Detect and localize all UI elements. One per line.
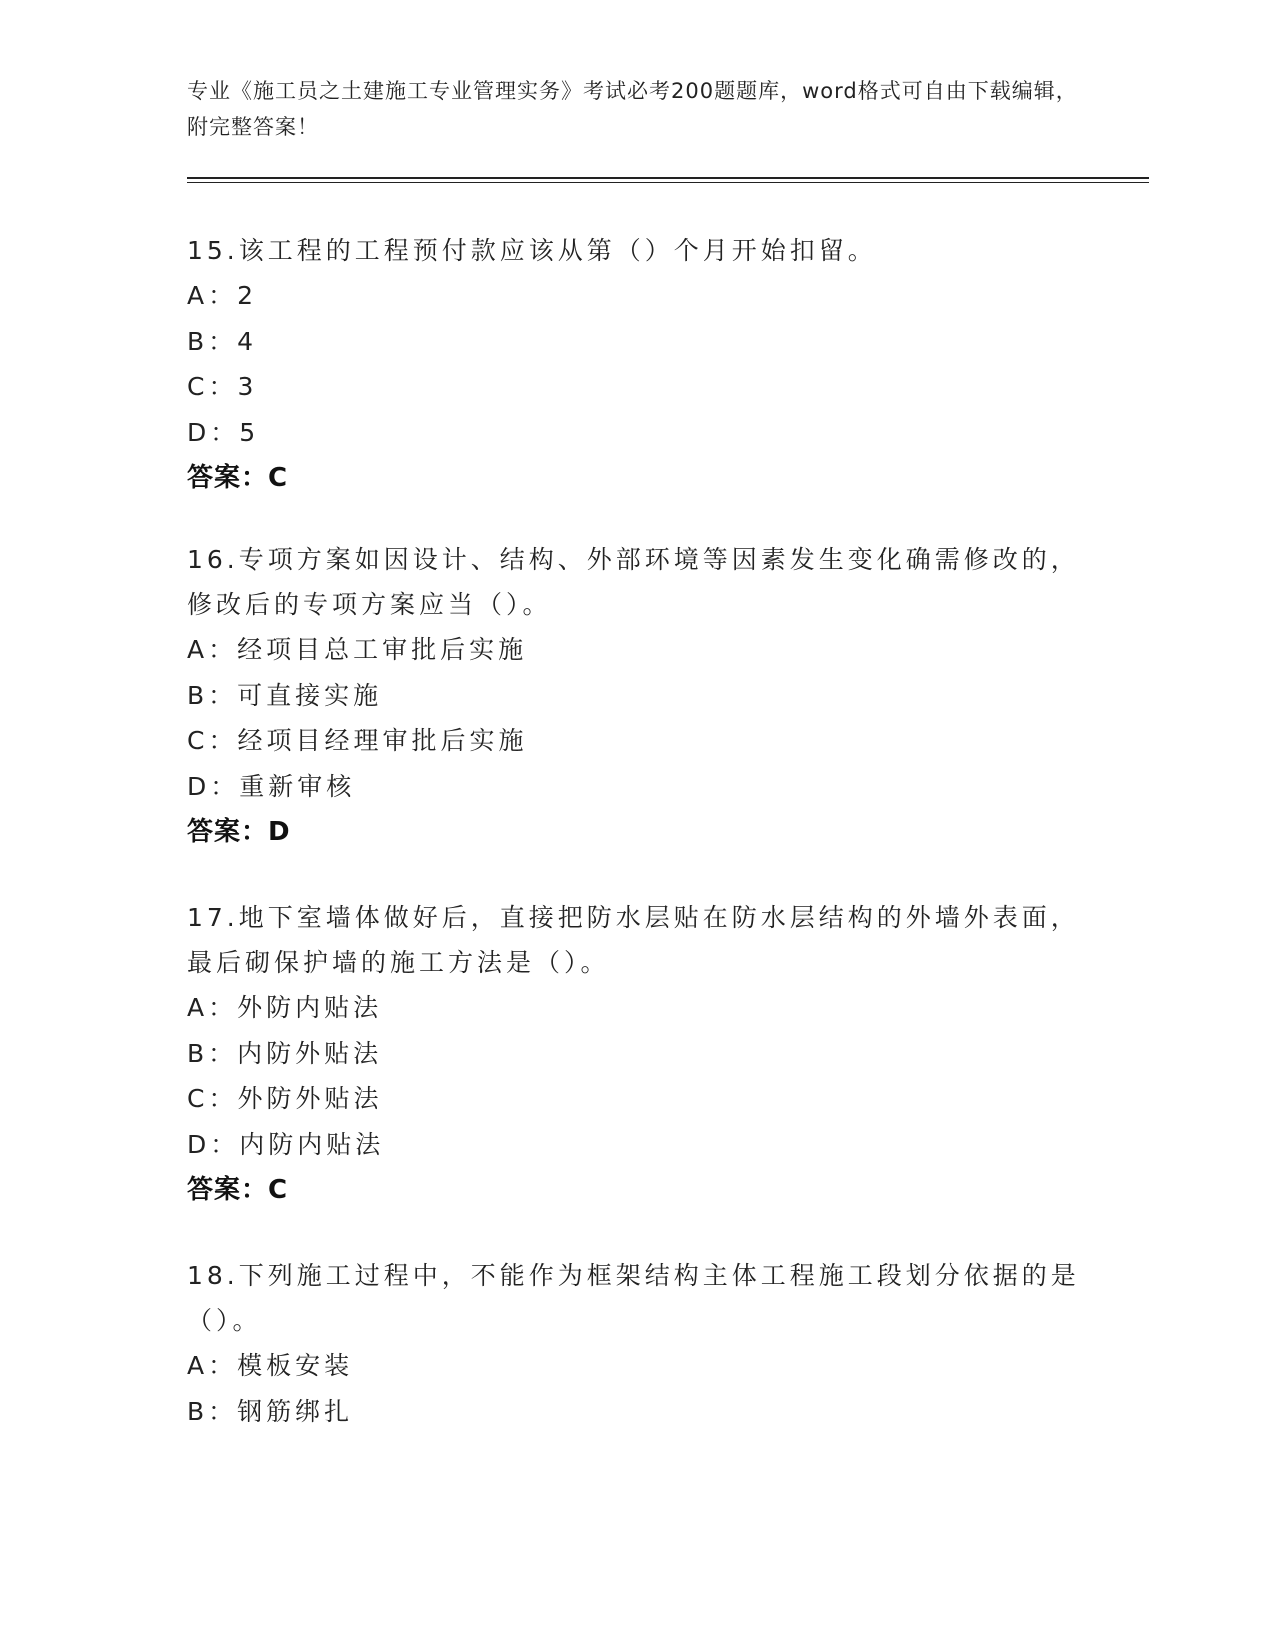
option-text: 内防内贴法: [239, 1129, 385, 1159]
answer-label: 答案：: [187, 1175, 269, 1206]
option-d: [187, 764, 1087, 810]
option-c: [187, 364, 1087, 410]
question-16: [187, 537, 1087, 855]
question-15: [187, 228, 1087, 501]
option-b: [187, 319, 1087, 365]
option-text: 5: [239, 417, 260, 447]
option-key: D：: [187, 417, 240, 447]
option-a: [187, 273, 1087, 319]
option-list: [187, 1343, 1087, 1434]
question-text: 16.专项方案如因设计、结构、外部环境等因素发生变化确需修改的，修改后的专项方案应当（）。: [187, 545, 1080, 619]
option-text: 3: [237, 372, 258, 402]
answer-value: C: [268, 1175, 289, 1206]
option-b: [187, 673, 1087, 719]
answer-line: [187, 455, 1087, 501]
option-key: D：: [187, 1129, 240, 1159]
question-text: 17.地下室墙体做好后，直接把防水层贴在防水层结构的外墙外表面，最后砌保护墙的施工方法是（）。: [187, 903, 1080, 977]
answer-line: [187, 1167, 1087, 1213]
option-list: [187, 985, 1087, 1167]
answer-label: 答案：: [187, 817, 269, 848]
answer-label: 答案：: [187, 463, 269, 494]
answer-value: D: [268, 817, 291, 848]
answer-line: [187, 809, 1087, 855]
option-list: [187, 273, 1087, 455]
question-17: [187, 895, 1087, 1213]
question-18: [187, 1253, 1087, 1434]
option-text: 钢筋绑扎: [237, 1396, 354, 1426]
option-a: [187, 985, 1087, 1031]
option-text: 可直接实施: [237, 680, 383, 710]
answer-value: C: [268, 463, 289, 494]
option-key: D：: [187, 771, 240, 801]
question-text: 15.该工程的工程预付款应该从第（）个月开始扣留。: [187, 236, 877, 265]
option-key: B：: [187, 680, 238, 710]
option-key: A：: [187, 281, 238, 310]
option-text: 外防外贴法: [237, 1084, 383, 1114]
option-c: [187, 718, 1087, 764]
option-text: 4: [237, 326, 258, 356]
option-text: 2: [237, 281, 258, 310]
document-header: 专业《施工员之土建施工专业管理实务》考试必考200题题库，word格式可自由下载编辑，附完整答案！: [187, 79, 1078, 139]
header-divider-thin: [187, 182, 1149, 183]
option-a: [187, 627, 1087, 673]
option-a: [187, 1343, 1087, 1389]
option-key: B：: [187, 326, 238, 356]
option-text: 重新审核: [239, 771, 356, 801]
option-text: 模板安装: [237, 1351, 354, 1380]
option-list: [187, 627, 1087, 809]
option-b: [187, 1389, 1087, 1435]
option-key: B：: [187, 1038, 238, 1068]
option-key: C：: [187, 1084, 238, 1114]
option-text: 内防外贴法: [237, 1038, 383, 1068]
option-c: [187, 1076, 1087, 1122]
option-key: A：: [187, 993, 238, 1022]
question-text: 18.下列施工过程中，不能作为框架结构主体工程施工段划分依据的是（）。: [187, 1261, 1080, 1335]
option-key: A：: [187, 635, 238, 664]
option-key: C：: [187, 726, 238, 756]
option-key: B：: [187, 1396, 238, 1426]
option-key: A：: [187, 1351, 238, 1380]
option-text: 经项目经理审批后实施: [237, 726, 528, 756]
option-b: [187, 1031, 1087, 1077]
header-divider-thick: [187, 177, 1149, 179]
option-text: 经项目总工审批后实施: [237, 635, 528, 664]
option-d: [187, 1122, 1087, 1168]
option-text: 外防内贴法: [237, 993, 383, 1022]
option-key: C：: [187, 372, 238, 402]
option-d: [187, 410, 1087, 456]
